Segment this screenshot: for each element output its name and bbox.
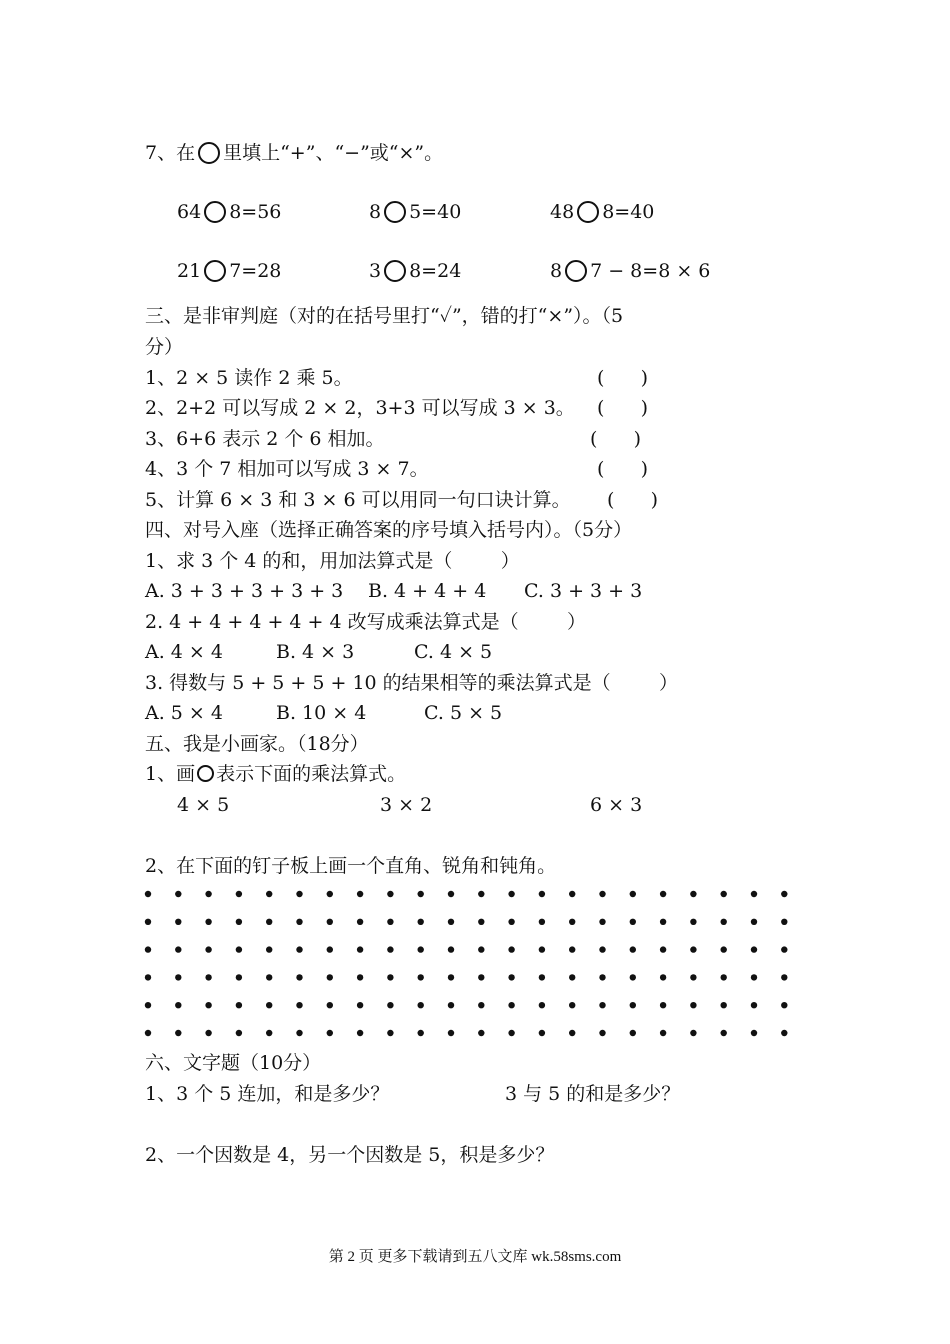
option-a[interactable]: A. 4 × 4 bbox=[145, 641, 223, 663]
answer-blank[interactable]: ( ) bbox=[590, 428, 642, 450]
nail-dot[interactable] bbox=[599, 1030, 605, 1036]
answer-blank[interactable]: ( ) bbox=[607, 489, 659, 511]
nail-dot[interactable] bbox=[236, 946, 242, 952]
nail-dot[interactable] bbox=[387, 919, 393, 925]
nail-dot[interactable] bbox=[478, 1002, 484, 1008]
nail-dot[interactable] bbox=[236, 919, 242, 925]
nail-dot[interactable] bbox=[296, 919, 302, 925]
option-a[interactable]: A. 5 × 4 bbox=[145, 702, 223, 724]
q7-item-6: 8 7 − 8=8 × 6 bbox=[550, 260, 711, 282]
nail-dot[interactable] bbox=[721, 946, 727, 952]
nail-dot[interactable] bbox=[660, 919, 666, 925]
nail-dot[interactable] bbox=[721, 919, 727, 925]
nail-dot[interactable] bbox=[508, 974, 514, 980]
judge-item-5: 5、计算 6 × 3 和 3 × 6 可以用同一句口诀计算。 bbox=[145, 489, 571, 511]
nail-dot[interactable] bbox=[448, 1030, 454, 1036]
nail-dot[interactable] bbox=[690, 891, 696, 897]
option-b[interactable]: B. 10 × 4 bbox=[276, 702, 367, 724]
nail-dot[interactable] bbox=[751, 974, 757, 980]
page-footer: 第 2 页 更多下载请到五八文库 wk.58sms.com bbox=[328, 1249, 622, 1265]
nail-dot[interactable] bbox=[327, 891, 333, 897]
nail-dot[interactable] bbox=[205, 1002, 211, 1008]
nail-dot[interactable] bbox=[236, 1030, 242, 1036]
multiplication-item: 6 × 3 bbox=[590, 794, 643, 816]
nail-dot[interactable] bbox=[539, 919, 545, 925]
draw-question-2: 2、在下面的钉子板上画一个直角、锐角和钝角。 bbox=[145, 855, 557, 877]
nail-dot[interactable] bbox=[145, 946, 151, 952]
nail-dot[interactable] bbox=[508, 946, 514, 952]
nail-dot[interactable] bbox=[175, 891, 181, 897]
section4-title: 四、对号入座（选择正确答案的序号填入括号内）。（5分） bbox=[145, 519, 633, 541]
nail-dot[interactable] bbox=[266, 974, 272, 980]
q7-prompt: 7、在 里填上“+”、“−”或“×”。 bbox=[145, 142, 444, 164]
nail-dot[interactable] bbox=[569, 1002, 575, 1008]
nail-dot[interactable] bbox=[327, 1002, 333, 1008]
nail-dot[interactable] bbox=[660, 974, 666, 980]
nail-dot[interactable] bbox=[448, 974, 454, 980]
nail-dot[interactable] bbox=[327, 1030, 333, 1036]
fill-circle[interactable] bbox=[384, 201, 406, 223]
nail-dot[interactable] bbox=[205, 919, 211, 925]
nail-dot[interactable] bbox=[448, 946, 454, 952]
nail-dot[interactable] bbox=[357, 1030, 363, 1036]
nail-dot[interactable] bbox=[599, 974, 605, 980]
nail-dot[interactable] bbox=[569, 919, 575, 925]
q7-item-2: 8 5=40 bbox=[369, 201, 462, 223]
word-question-1a: 1、3 个 5 连加，和是多少？ bbox=[145, 1083, 390, 1105]
nail-dot[interactable] bbox=[175, 946, 181, 952]
option-b[interactable]: B. 4 × 3 bbox=[276, 641, 355, 663]
nail-dot[interactable] bbox=[751, 891, 757, 897]
nail-dot[interactable] bbox=[569, 974, 575, 980]
option-c[interactable]: C. 3 + 3 + 3 bbox=[524, 580, 643, 602]
nail-dot[interactable] bbox=[205, 891, 211, 897]
nail-dot[interactable] bbox=[630, 1030, 636, 1036]
option-b[interactable]: B. 4 + 4 + 4 bbox=[368, 580, 487, 602]
fill-circle[interactable] bbox=[565, 260, 587, 282]
nail-dot[interactable] bbox=[448, 1002, 454, 1008]
nail-dot[interactable] bbox=[145, 974, 151, 980]
nail-dot[interactable] bbox=[357, 946, 363, 952]
section3-title-cont: 分） bbox=[145, 336, 184, 358]
option-c[interactable]: C. 5 × 5 bbox=[424, 702, 503, 724]
multiplication-item: 4 × 5 bbox=[177, 794, 230, 816]
nail-dot[interactable] bbox=[781, 946, 787, 952]
nail-dot[interactable] bbox=[327, 974, 333, 980]
nail-dot[interactable] bbox=[387, 946, 393, 952]
choice-question-3: 3. 得数与 5 + 5 + 5 + 10 的结果相等的乘法算式是（ ） bbox=[145, 672, 679, 694]
nail-dot[interactable] bbox=[690, 974, 696, 980]
choice-question-2: 2. 4 + 4 + 4 + 4 + 4 改写成乘法算式是（ ） bbox=[145, 611, 586, 633]
judge-item-4: 4、3 个 7 相加可以写成 3 × 7。 bbox=[145, 458, 429, 480]
nail-dot[interactable] bbox=[296, 1030, 302, 1036]
circle-blank-icon bbox=[198, 142, 220, 164]
nail-board[interactable] bbox=[140, 882, 790, 1042]
nail-dot[interactable] bbox=[175, 919, 181, 925]
nail-dot[interactable] bbox=[539, 1002, 545, 1008]
answer-blank[interactable]: ( ) bbox=[597, 367, 649, 389]
nail-dot[interactable] bbox=[448, 919, 454, 925]
nail-dot[interactable] bbox=[599, 1002, 605, 1008]
nail-dot[interactable] bbox=[296, 974, 302, 980]
nail-dot[interactable] bbox=[205, 1030, 211, 1036]
nail-dot[interactable] bbox=[508, 1030, 514, 1036]
nail-dot[interactable] bbox=[539, 946, 545, 952]
nail-dot[interactable] bbox=[599, 946, 605, 952]
nail-dot[interactable] bbox=[539, 891, 545, 897]
nail-dot[interactable] bbox=[508, 1002, 514, 1008]
nail-dot[interactable] bbox=[387, 891, 393, 897]
nail-dot[interactable] bbox=[387, 1030, 393, 1036]
nail-dot[interactable] bbox=[630, 1002, 636, 1008]
nail-dot[interactable] bbox=[478, 1030, 484, 1036]
q7-item-3: 48 8=40 bbox=[550, 201, 655, 223]
nail-dot[interactable] bbox=[569, 1030, 575, 1036]
nail-dot[interactable] bbox=[418, 974, 424, 980]
nail-dot[interactable] bbox=[175, 974, 181, 980]
q7-item-4: 21 7=28 bbox=[177, 260, 282, 282]
nail-dot[interactable] bbox=[418, 891, 424, 897]
nail-dot[interactable] bbox=[630, 919, 636, 925]
nail-dot[interactable] bbox=[721, 1030, 727, 1036]
nail-dot[interactable] bbox=[387, 1002, 393, 1008]
nail-dot[interactable] bbox=[721, 891, 727, 897]
answer-blank[interactable]: ( ) bbox=[597, 458, 649, 480]
nail-dot[interactable] bbox=[781, 919, 787, 925]
nail-dot[interactable] bbox=[630, 946, 636, 952]
nail-dot[interactable] bbox=[205, 946, 211, 952]
nail-dot[interactable] bbox=[145, 891, 151, 897]
nail-dot[interactable] bbox=[599, 919, 605, 925]
word-question-2: 2、一个因数是 4，另一个因数是 5，积是多少？ bbox=[145, 1144, 555, 1166]
nail-dot[interactable] bbox=[236, 1002, 242, 1008]
word-question-1b: 3 与 5 的和是多少？ bbox=[505, 1083, 681, 1105]
nail-dot[interactable] bbox=[145, 1002, 151, 1008]
judge-item-1: 1、2 × 5 读作 2 乘 5。 bbox=[145, 367, 353, 389]
nail-dot[interactable] bbox=[478, 946, 484, 952]
nail-dot[interactable] bbox=[175, 1030, 181, 1036]
draw-question-1: 1、画 表示下面的乘法算式。 bbox=[145, 763, 407, 785]
nail-dot[interactable] bbox=[296, 1002, 302, 1008]
nail-dot[interactable] bbox=[751, 919, 757, 925]
judge-item-3: 3、6+6 表示 2 个 6 相加。 bbox=[145, 428, 385, 450]
nail-dot[interactable] bbox=[418, 1030, 424, 1036]
nail-dot[interactable] bbox=[175, 1002, 181, 1008]
nail-dot[interactable] bbox=[478, 919, 484, 925]
nail-dot[interactable] bbox=[781, 1030, 787, 1036]
fill-circle[interactable] bbox=[204, 201, 226, 223]
section6-title: 六、文字题（10分） bbox=[145, 1052, 322, 1074]
nail-dot[interactable] bbox=[569, 891, 575, 897]
nail-dot[interactable] bbox=[751, 1030, 757, 1036]
nail-dot[interactable] bbox=[690, 946, 696, 952]
option-a[interactable]: A. 3 + 3 + 3 + 3 + 3 bbox=[145, 580, 344, 602]
nail-dot[interactable] bbox=[660, 1030, 666, 1036]
nail-dot[interactable] bbox=[387, 974, 393, 980]
choice-question-1: 1、求 3 个 4 的和，用加法算式是（ ） bbox=[145, 550, 520, 572]
nail-dot[interactable] bbox=[327, 946, 333, 952]
nail-dot[interactable] bbox=[266, 891, 272, 897]
nail-dot[interactable] bbox=[418, 1002, 424, 1008]
nail-dot[interactable] bbox=[751, 1002, 757, 1008]
section5-title: 五、我是小画家。（18分） bbox=[145, 733, 369, 755]
nail-dot[interactable] bbox=[599, 891, 605, 897]
nail-dot[interactable] bbox=[266, 946, 272, 952]
circle-icon bbox=[197, 765, 214, 782]
nail-dot[interactable] bbox=[539, 1030, 545, 1036]
nail-dot[interactable] bbox=[478, 974, 484, 980]
nail-dot[interactable] bbox=[205, 974, 211, 980]
option-c[interactable]: C. 4 × 5 bbox=[414, 641, 493, 663]
nail-dot[interactable] bbox=[357, 919, 363, 925]
multiplication-item: 3 × 2 bbox=[380, 794, 433, 816]
nail-dot[interactable] bbox=[236, 974, 242, 980]
nail-dot[interactable] bbox=[266, 919, 272, 925]
nail-dot[interactable] bbox=[660, 946, 666, 952]
nail-dot[interactable] bbox=[357, 974, 363, 980]
nail-dot[interactable] bbox=[690, 919, 696, 925]
nail-dot[interactable] bbox=[478, 891, 484, 897]
nail-dot[interactable] bbox=[357, 891, 363, 897]
nail-dot[interactable] bbox=[266, 1030, 272, 1036]
nail-dot[interactable] bbox=[781, 1002, 787, 1008]
fill-circle[interactable] bbox=[577, 201, 599, 223]
q7-item-1: 64 8=56 bbox=[177, 201, 282, 223]
nail-dot[interactable] bbox=[296, 946, 302, 952]
nail-dot[interactable] bbox=[660, 891, 666, 897]
nail-dot[interactable] bbox=[327, 919, 333, 925]
nail-dot[interactable] bbox=[690, 1030, 696, 1036]
nail-dot[interactable] bbox=[145, 919, 151, 925]
nail-dot[interactable] bbox=[448, 891, 454, 897]
nail-dot[interactable] bbox=[266, 1002, 272, 1008]
nail-dot[interactable] bbox=[236, 891, 242, 897]
nail-dot[interactable] bbox=[508, 919, 514, 925]
q7-item-5: 3 8=24 bbox=[369, 260, 462, 282]
nail-dot[interactable] bbox=[751, 946, 757, 952]
nail-dot[interactable] bbox=[296, 891, 302, 897]
nail-dot[interactable] bbox=[690, 1002, 696, 1008]
nail-dot[interactable] bbox=[418, 946, 424, 952]
nail-dot[interactable] bbox=[721, 1002, 727, 1008]
nail-dot[interactable] bbox=[539, 974, 545, 980]
nail-dot[interactable] bbox=[145, 1030, 151, 1036]
nail-dot[interactable] bbox=[508, 891, 514, 897]
nail-dot[interactable] bbox=[357, 1002, 363, 1008]
answer-blank[interactable]: ( ) bbox=[597, 397, 649, 419]
fill-circle[interactable] bbox=[384, 260, 406, 282]
nail-dot[interactable] bbox=[630, 891, 636, 897]
nail-dot[interactable] bbox=[781, 891, 787, 897]
fill-circle[interactable] bbox=[204, 260, 226, 282]
judge-item-2: 2、2+2 可以写成 2 × 2，3+3 可以写成 3 × 3。 bbox=[145, 397, 575, 419]
nail-dot[interactable] bbox=[569, 946, 575, 952]
section3-title: 三、是非审判庭（对的在括号里打“✓”，错的打“×”）。（5 bbox=[145, 305, 624, 327]
nail-dot[interactable] bbox=[418, 919, 424, 925]
nail-dot[interactable] bbox=[660, 1002, 666, 1008]
nail-dot[interactable] bbox=[781, 974, 787, 980]
nail-dot[interactable] bbox=[721, 974, 727, 980]
nail-dot[interactable] bbox=[630, 974, 636, 980]
